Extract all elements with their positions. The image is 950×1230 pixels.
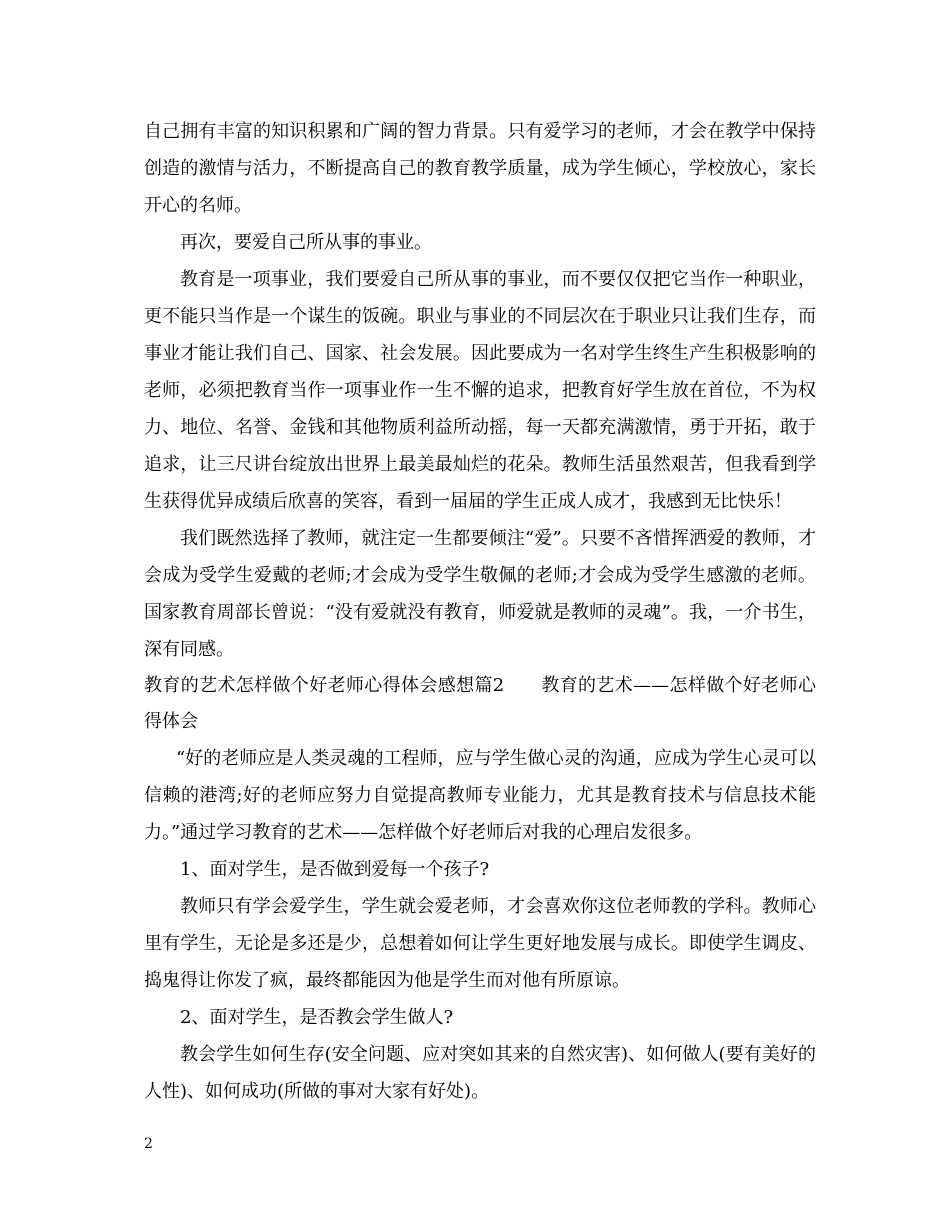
article-heading: 教育的艺术怎样做个好老师心得体会感想篇2 教育的艺术——怎样做个好老师心得体会	[144, 675, 816, 732]
document-body	[144, 113, 816, 1110]
page-number: 2	[144, 1136, 153, 1152]
paragraph-teach-life: 教会学生如何生存(安全问题、应对突如其来的自然灾害)、如何做人(要有美好的人性)、如何成功(所做的事对大家有好处)。	[144, 1044, 816, 1102]
numbered-question-1: 1、面对学生，是否做到爱每一个孩子?	[180, 859, 490, 880]
paragraph-teacher-love: 我们既然选择了教师，就注定一生都要倾注“爱”。只要不吝惜挥洒爱的教师，才会成为受学生爱戴的老师;才会成为受学生敬佩的老师;才会成为受学生感激的老师。国家教育周部长曾说：“没有爱就没有教育，师爱就是教师的灵魂”。我，一介书生，深有同感。	[144, 528, 816, 660]
paragraph-career-love: 教育是一项事业，我们要爱自己所从事的事业，而不要仅仅把它当作一种职业，更不能只当作是一个谋生的饭碗。职业与事业的不同层次在于职业只让我们生存，而事业才能让我们自己、国家、社会发展。因此要成为一名对学生终生产生积极影响的老师，必须把教育当作一项事业作一生不懈的追求，把教育好学生放在首位，不为权力、地位、名誉、金钱和其他物质利益所动摇，每一天都充满激情，勇于开拓，敢于追求，让三尺讲台绽放出世界上最美最灿烂的花朵。教师生活虽然艰苦，但我看到学生获得优异成绩后欣喜的笑容，看到一届届的学生正成人成才，我感到无比快乐！	[144, 269, 816, 512]
paragraph-love-students: 教师只有学会爱学生，学生就会爱老师，才会喜欢你这位老师教的学科。教师心里有学生，无论是多还是少，总想着如何让学生更好地发展与成长。即使学生调皮、捣鬼得让你发了疯，最终都能因为他是学生而对他有所原谅。	[144, 896, 816, 991]
paragraph-continuation: 自己拥有丰富的知识积累和广阔的智力背景。只有爱学习的老师，才会在教学中保持创造的激情与活力，不断提高自己的教育教学质量，成为学生倾心，学校放心，家长开心的名师。	[144, 121, 816, 216]
paragraph-quote: “好的老师应是人类灵魂的工程师，应与学生做心灵的沟通，应成为学生心灵可以信赖的港湾;好的老师应努力自觉提高教师专业能力，尤其是教育技术与信息技术能力。”通过学习教育的艺术——怎样做个好老师后对我的心理启发很多。	[144, 748, 816, 843]
numbered-question-2: 2、面对学生，是否教会学生做人?	[180, 1007, 454, 1028]
paragraph-section-title: 再次，要爱自己所从事的事业。	[180, 232, 432, 253]
